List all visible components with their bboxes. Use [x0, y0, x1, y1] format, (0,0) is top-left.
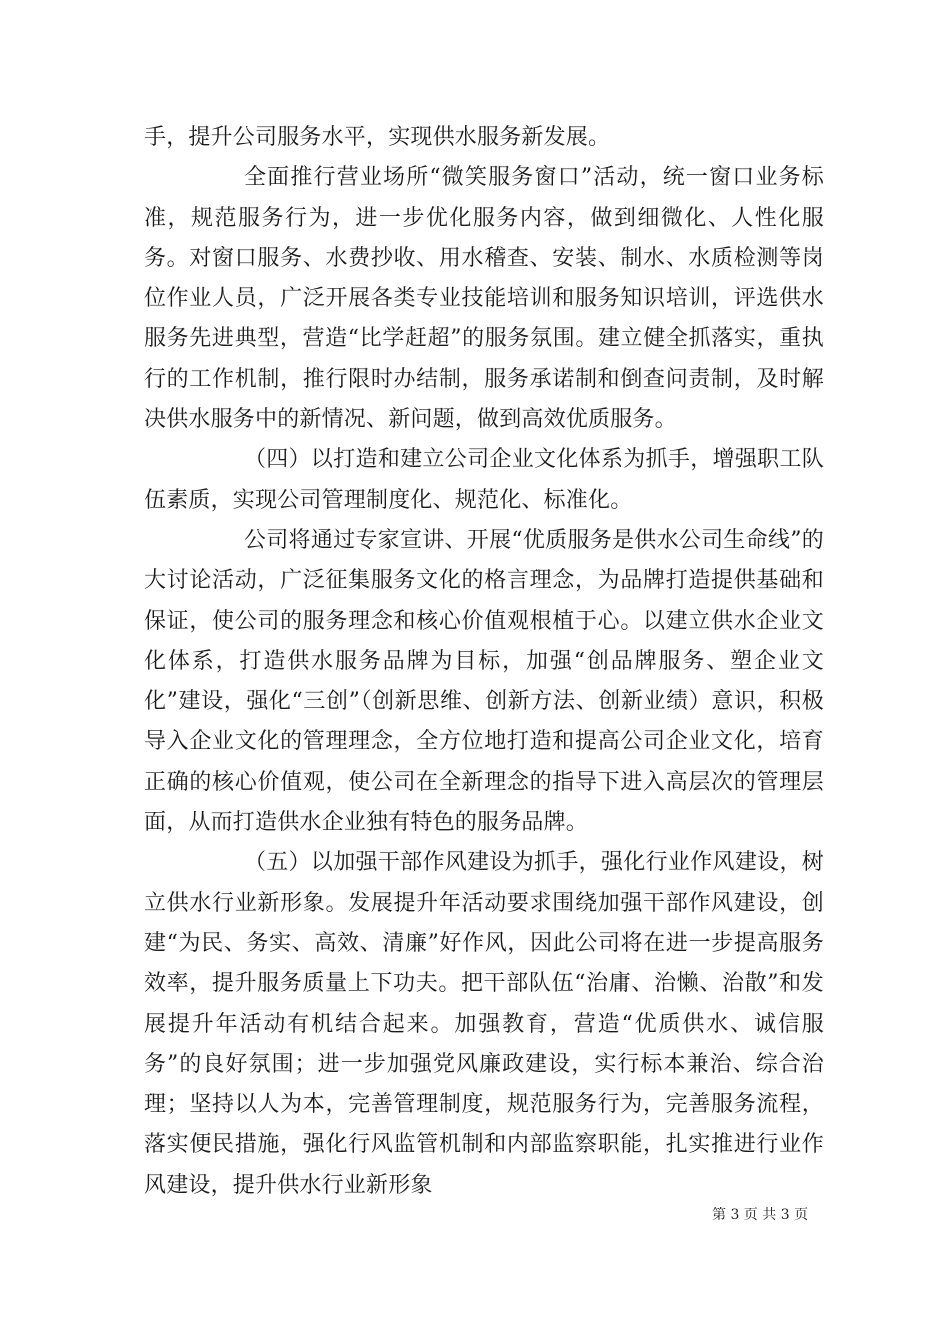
paragraph-smile-service-window: 全面推行营业场所“微笑服务窗口”活动，统一窗口业务标准，规范服务行为，进一步优化服务内容，做到细微化、人性化服务。对窗口服务、水费抄收、用水稽查、安装、制水、水质检测等岗位作业人员，广泛开展各类专业技能培训和服务知识培训，评选供水服务先进典型，营造“比学赶超”的服务氛围。建立健全抓落实，重执行的工作机制，推行限时办结制，服务承诺制和倒查问责制，及时解决供水服务中的新情况、新问题，做到高效优质服务。 [144, 165, 824, 433]
paragraph-section-five: （五）以加强干部作风建设为抓手，强化行业作风建设，树立供水行业新形象。发展提升年活动要求围绕加强干部作风建设，创建“为民、务实、高效、清廉”好作风，因此公司将在进一步提高服务效率，提升服务质量上下功夫。把干部队伍“治庸、治懒、治散”和发展提升年活动有机结合起来。加强教育，营造“优质供水、诚信服务”的良好氛围；进一步加强党风廉政建设，实行标本兼治、综合治理；坚持以人为本，完善管理制度，规范服务行为，完善服务流程，落实便民措施，强化行风监管机制和内部监察职能，扎实推进行业作风建设，提升供水行业新形象 [144, 850, 824, 1198]
heading-section-four: （四）以打造和建立公司企业文化体系为抓手，增强职工队伍素质，实现公司管理制度化、规范化、标准化。 [144, 447, 824, 513]
paragraph-continuation: 手，提升公司服务水平，实现供水服务新发展。 [144, 125, 611, 150]
page-number-footer: 第 3 页 共 3 页 [712, 1207, 809, 1223]
paragraph-corporate-culture: 公司将通过专家宣讲、开展“优质服务是供水公司生命线”的大讨论活动，广泛征集服务文化的格言理念，为品牌打造提供基础和保证，使公司的服务理念和核心价值观根植于心。以建立供水企业文化体系，打造供水服务品牌为目标，加强“创品牌服务、塑企业文化”建设，强化“三创”（创新思维、创新方法、创新业绩）意识，积极导入企业文化的管理理念，全方位地打造和提高公司企业文化，培育正确的核心价值观，使公司在全新理念的指导下进入高层次的管理层面，从而打造供水企业独有特色的服务品牌。 [144, 527, 824, 836]
document-body [144, 118, 824, 1206]
